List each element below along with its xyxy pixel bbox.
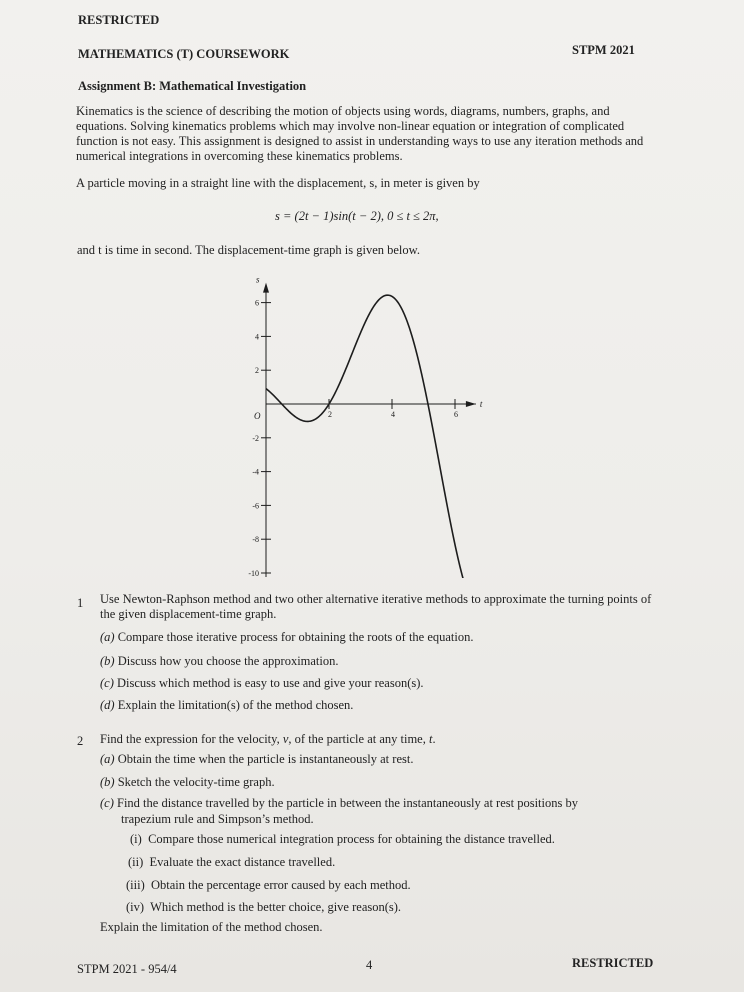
- y-tick-label: -6: [252, 501, 259, 511]
- displacement-curve: [266, 295, 464, 578]
- y-tick-label: 4: [255, 332, 259, 342]
- y-tick-label: -4: [252, 467, 259, 477]
- x-tick-label: 4: [391, 410, 395, 419]
- q1-part-c: (c) Discuss which method is easy to use and give your reason(s).: [100, 676, 424, 690]
- course-title: MATHEMATICS (T) COURSEWORK: [78, 47, 290, 61]
- q2-part-c-line1: (c) Find the distance travelled by the particle in between the instantaneously at rest positions by: [100, 796, 578, 810]
- question-1-number: 1: [77, 596, 84, 610]
- displacement-time-graph: [235, 268, 495, 578]
- q2-sub-i: (i) Compare those numerical integration process for obtaining the distance travelled.: [130, 832, 555, 846]
- y-tick-label: 2: [255, 366, 259, 376]
- displacement-equation: s = (2t − 1)sin(t − 2), 0 ≤ t ≤ 2π,: [275, 209, 439, 223]
- y-tick-label: -8: [252, 535, 259, 545]
- question-2-text: Find the expression for the velocity, v, of the particle at any time, t.: [100, 732, 436, 746]
- q2-sub-iii: (iii) Obtain the percentage error caused by each method.: [126, 878, 411, 892]
- question-2-number: 2: [77, 734, 84, 748]
- y-tick-label: -10: [248, 569, 259, 578]
- footer-paper-code: STPM 2021 - 954/4: [77, 962, 177, 976]
- footer-restricted: RESTRICTED: [572, 956, 654, 970]
- exam-year: STPM 2021: [572, 43, 635, 57]
- intro-paragraph: Kinematics is the science of describing the motion of objects using words, diagrams, numbers, graphs, and equations. Solving kinematics problems which may involve non-linear equation or integration of complicated function is not easy. This assignment is designed to assist in understanding ways to use any iteration methods and numerical integrations in overcoming these kinematics problems.: [76, 104, 644, 163]
- x-tick-label: 6: [454, 410, 458, 419]
- origin-label: O: [254, 411, 261, 421]
- q2-part-b: (b) Sketch the velocity-time graph.: [100, 775, 275, 789]
- q2-part-a: (a) Obtain the time when the particle is instantaneously at rest.: [100, 752, 414, 766]
- graph-intro: and t is time in second. The displacement-time graph is given below.: [77, 243, 420, 257]
- q2-part-c-line2: trapezium rule and Simpson’s method.: [121, 812, 314, 826]
- assignment-title: Assignment B: Mathematical Investigation: [78, 79, 307, 93]
- x-axis-label: t: [479, 399, 483, 409]
- q2-sub-iv: (iv) Which method is the better choice, give reason(s).: [126, 900, 402, 914]
- y-axis-arrow: [263, 283, 269, 293]
- particle-statement: A particle moving in a straight line with the displacement, s, in meter is given by: [76, 176, 480, 190]
- x-axis-arrow: [466, 401, 476, 407]
- x-tick-label: 2: [328, 410, 332, 419]
- q1-part-d: (d) Explain the limitation(s) of the method chosen.: [100, 698, 354, 712]
- y-tick-label: 6: [255, 298, 259, 308]
- q1-part-a: (a) Compare those iterative process for obtaining the roots of the equation.: [100, 630, 474, 644]
- q2-sub-ii: (ii) Evaluate the exact distance travelled.: [128, 855, 336, 869]
- q1-part-b: (b) Discuss how you choose the approximation.: [100, 654, 339, 668]
- q2-final-instruction: Explain the limitation of the method chosen.: [100, 920, 323, 934]
- y-tick-label: -2: [252, 433, 259, 443]
- restricted-header: RESTRICTED: [78, 13, 160, 27]
- page-number: 4: [366, 958, 373, 972]
- question-1-text: Use Newton-Raphson method and two other alternative iterative methods to approximate the turning points of the given displacement-time graph.: [100, 592, 652, 621]
- y-axis-label: s: [256, 274, 260, 285]
